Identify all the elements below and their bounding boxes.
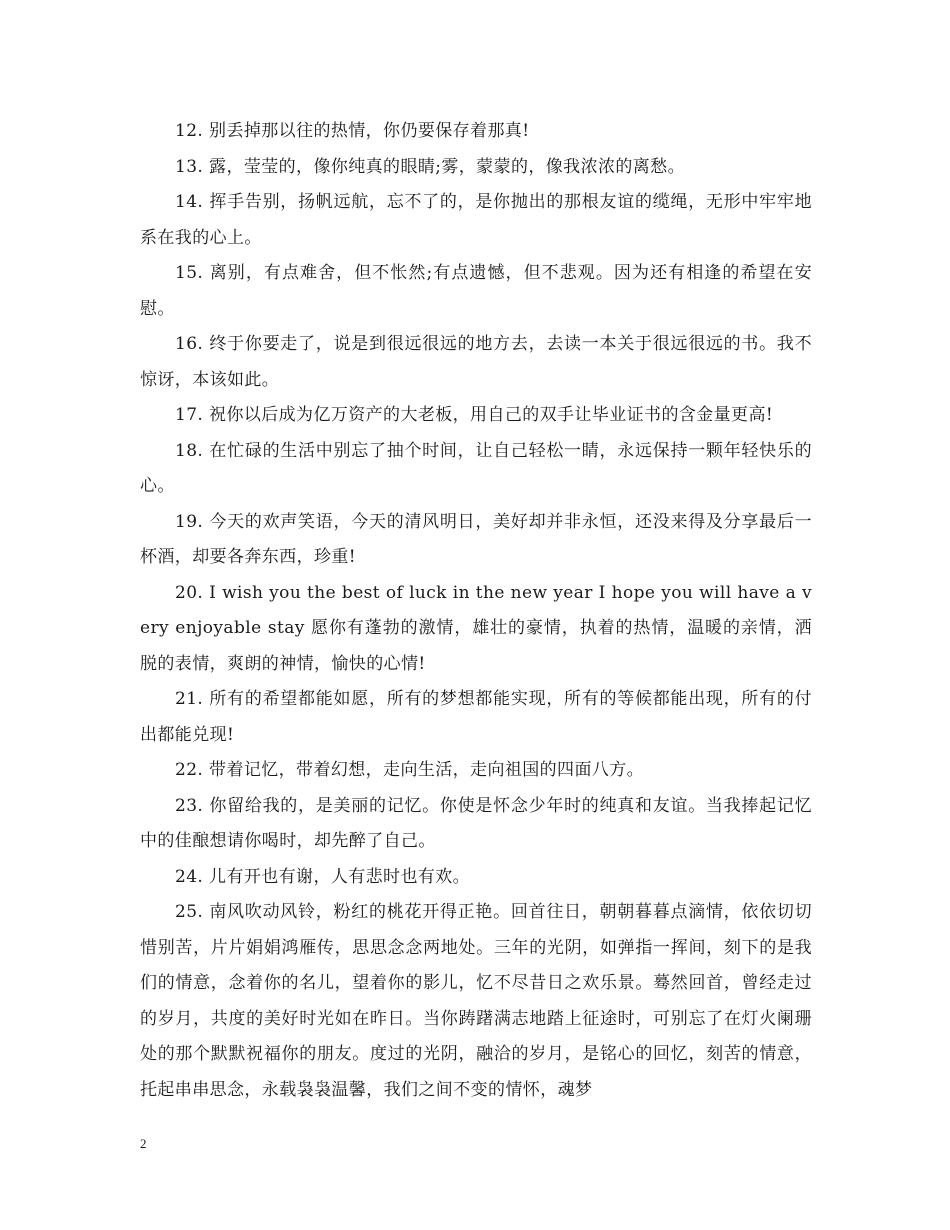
paragraph-19: 19. 今天的欢声笑语，今天的清风明日，美好却并非永恒，还没来得及分享最后一杯酒，却要各奔东西，珍重!: [140, 511, 812, 567]
paragraph-25: 25. 南风吹动风铃，粉红的桃花开得正艳。回首往日，朝朝暮暮点滴情，依依切切惜别苦，片片娟娟鸿雁传，思思念念两地处。三年的光阴，如弹指一挥间，刻下的是我们的情意，念着你的名儿，望着你的影儿，忆不尽昔日之欢乐景。蓦然回首，曾经走过的岁月，共度的美好时光如在昨日。当你踌躇满志地踏上征途时，可别忘了在灯火阑珊处的那个默默祝福你的朋友。度过的光阴，融洽的岁月，是铭心的回忆，刻苦的情意，托起串串思念，永载袅袅温馨，我们之间不变的情怀，魂梦: [140, 902, 812, 1100]
paragraph-22: 22. 带着记忆，带着幻想，走向生活，走向祖国的四面八方。: [175, 760, 645, 780]
paragraph-24: 24. 儿有开也有谢，人有悲时也有欢。: [175, 866, 471, 887]
paragraph-13: 13. 露，莹莹的，像你纯真的眼睛;雾，蒙蒙的，像我浓浓的离愁。: [175, 156, 685, 177]
page-body: [140, 114, 812, 1108]
paragraph-23: 23. 你留给我的，是美丽的记忆。你使是怀念少年时的纯真和友谊。当我捧起记忆中的佳酿想请你喝时，却先醉了自己。: [140, 795, 812, 851]
paragraph-20: 20. I wish you the best of luck in the new year I hope you will have a very enjoyable stay 愿你有蓬勃的激情，雄壮的豪情，执着的热情，温暖的亲情，洒脱的表情，爽朗的神情，愉快的心情!: [140, 582, 812, 674]
page-number: 2: [140, 1136, 147, 1151]
paragraph-18: 18. 在忙碌的生活中别忘了抽个时间，让自己轻松一睛，永远保持一颗年轻快乐的心。: [140, 440, 812, 496]
paragraph-14: 14. 挥手告别，扬帆远航，忘不了的，是你抛出的那根友谊的缆绳，无形中牢牢地系在我的心上。: [140, 192, 812, 248]
paragraph-15: 15. 离别，有点难舍，但不怅然;有点遗憾，但不悲观。因为还有相逢的希望在安慰。: [140, 263, 812, 319]
paragraph-12: 12. 别丢掉那以往的热情，你仍要保存着那真!: [175, 121, 530, 141]
paragraph-21: 21. 所有的希望都能如愿，所有的梦想都能实现，所有的等候都能出现，所有的付出都能兑现!: [140, 689, 812, 745]
paragraph-17: 17. 祝你以后成为亿万资产的大老板，用自己的双手让毕业证书的含金量更高!: [175, 405, 774, 425]
paragraph-16: 16. 终于你要走了，说是到很远很远的地方去，去读一本关于很远很远的书。我不惊讶，本该如此。: [140, 334, 812, 390]
